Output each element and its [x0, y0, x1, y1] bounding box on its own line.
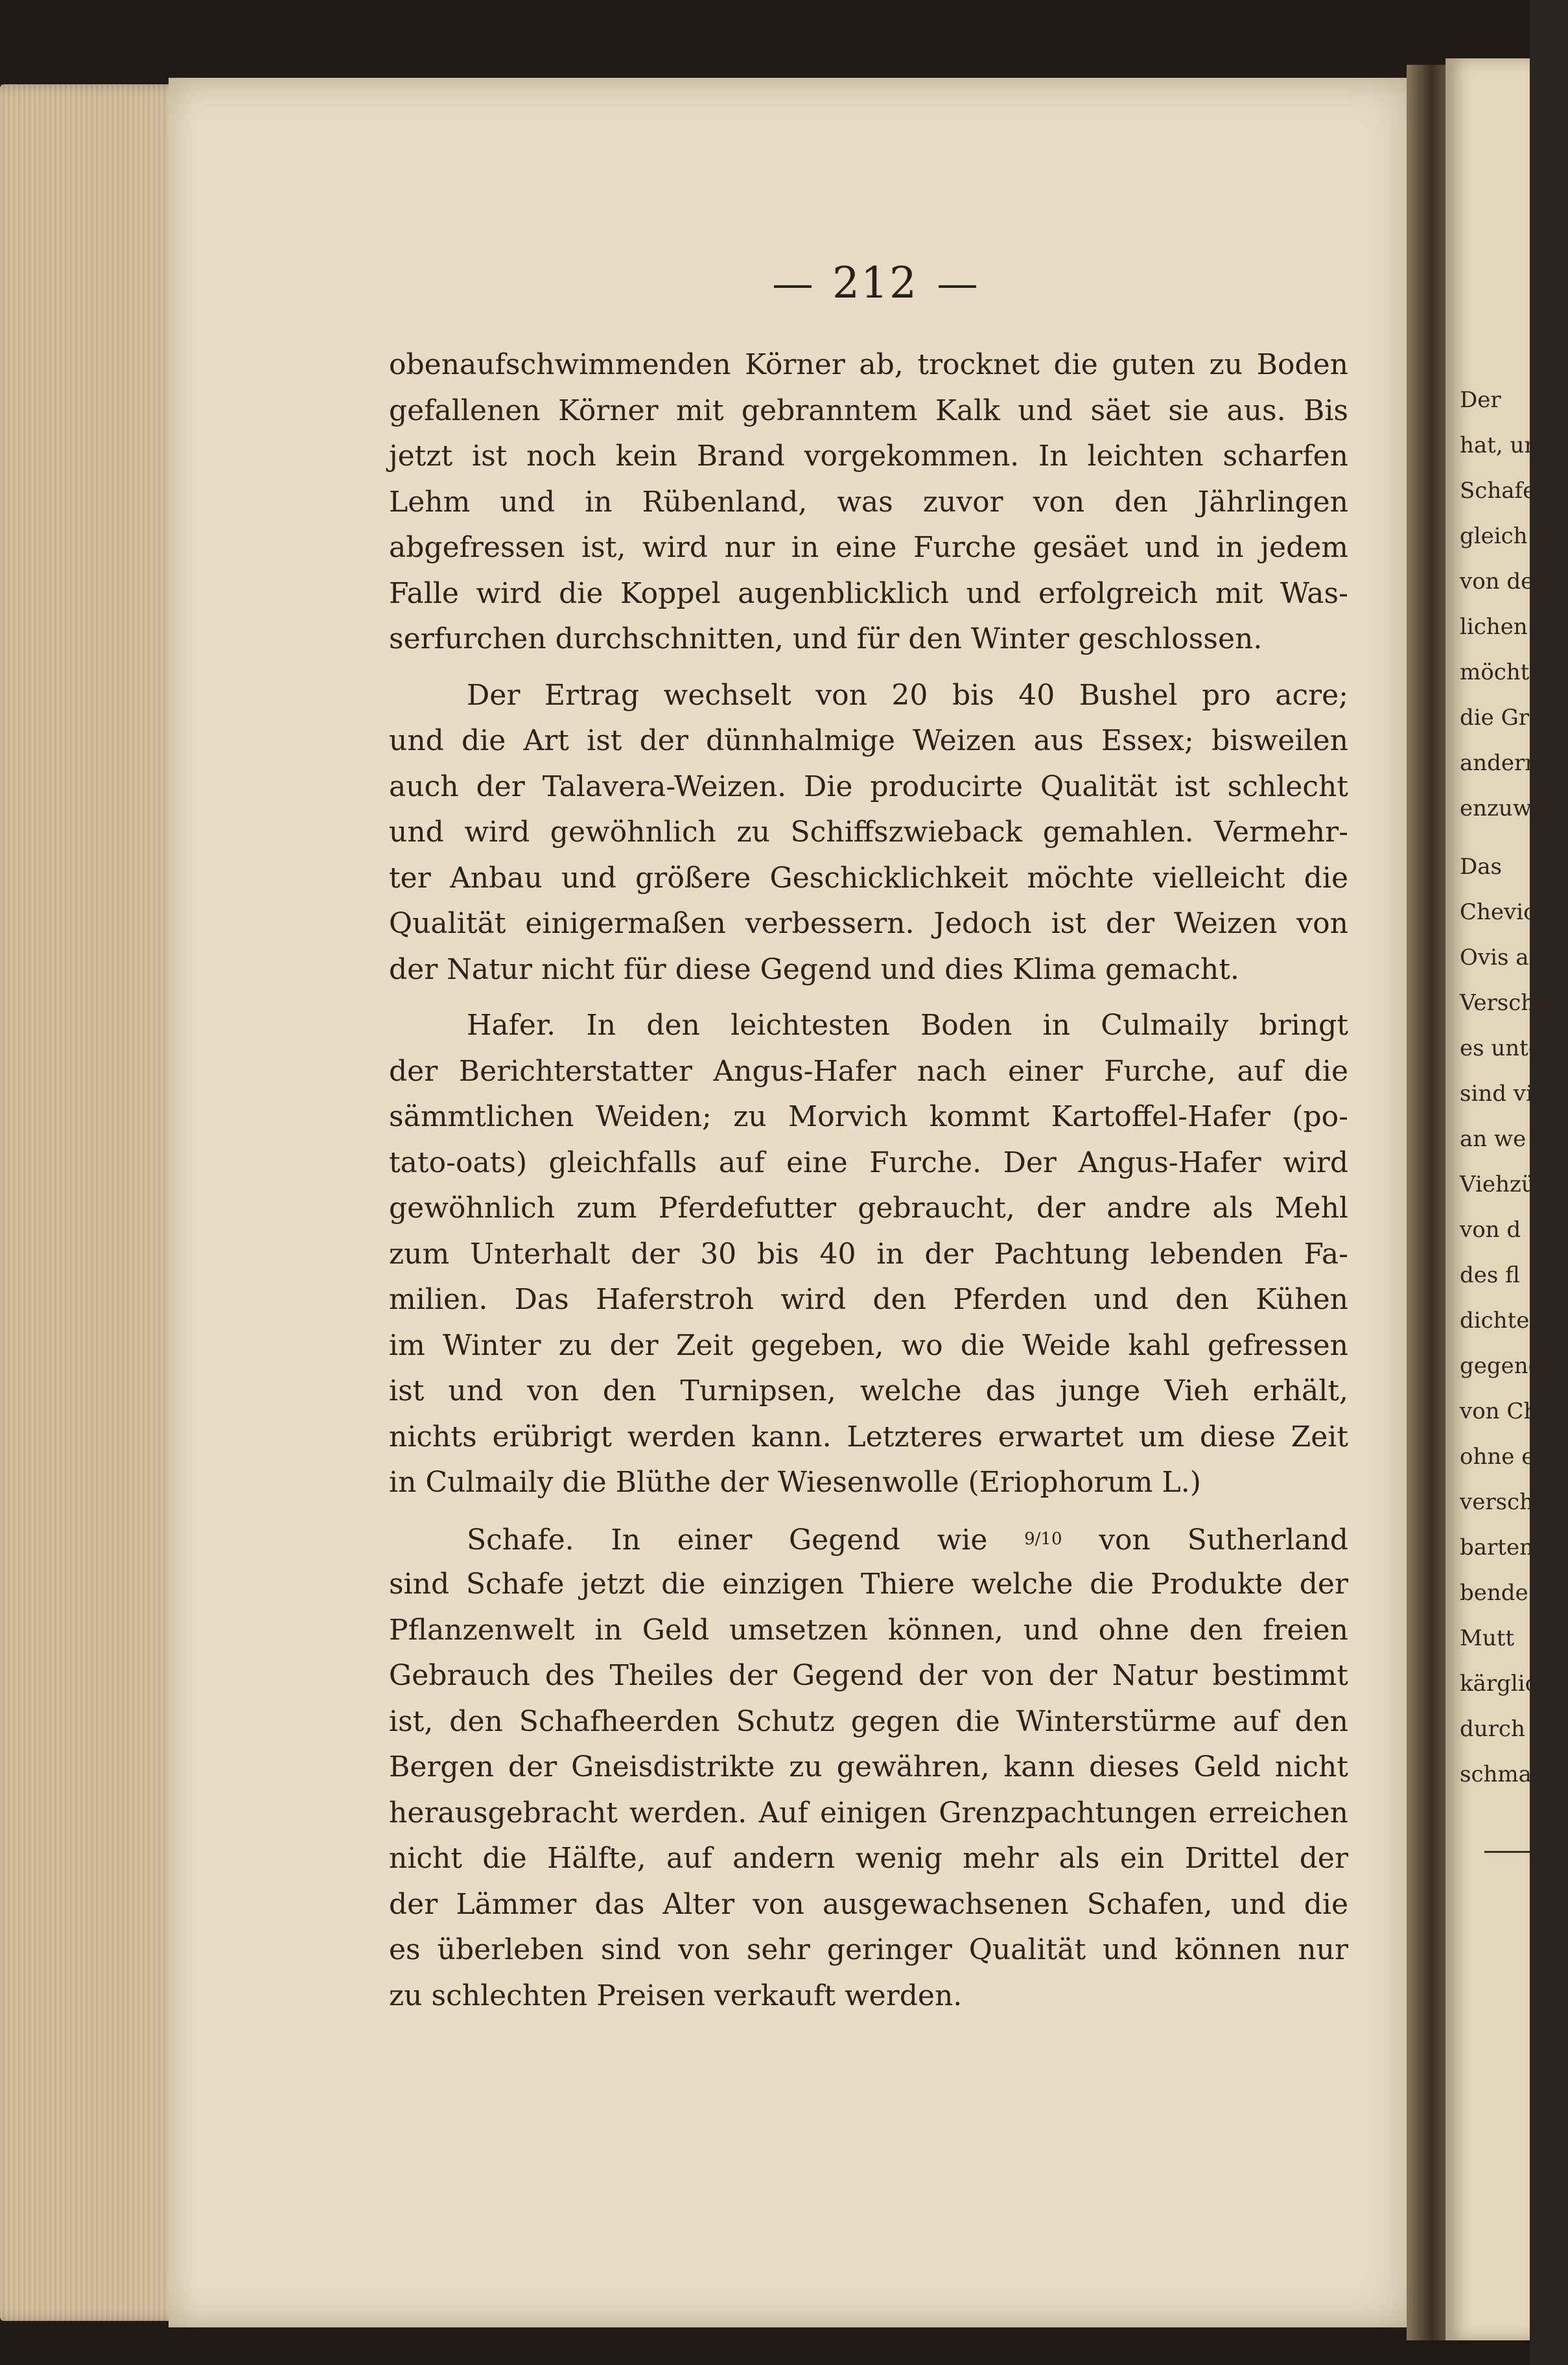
text-line: Lehm und in Rübenland, was zuvor von den Jährlingen	[389, 485, 1348, 519]
page-number: 212	[832, 258, 918, 308]
facing-fragment: es unte	[1460, 1035, 1541, 1061]
dash-right	[939, 285, 976, 288]
text-line: Falle wird die Koppel augenblicklich und erfolgreich mit Was-	[389, 576, 1348, 610]
facing-fragment: durch	[1460, 1716, 1525, 1742]
line-end: von Sutherland	[1099, 1523, 1348, 1557]
facing-fragment: Ovis ar	[1460, 945, 1539, 971]
facing-fragment: schmal	[1460, 1761, 1539, 1787]
text-line: es überleben sind von sehr geringer Qualität und können nur	[389, 1933, 1348, 1966]
text-line: Gebrauch des Theiles der Gegend der von der Natur bestimmt	[389, 1659, 1348, 1692]
facing-fragment: Mutt	[1460, 1625, 1515, 1651]
page-body	[389, 342, 1348, 2019]
text-line: Qualität einigermaßen verbessern. Jedoch ist der Weizen von	[389, 907, 1348, 940]
text-line: tato-oats) gleichfalls auf eine Furche. Der Angus-Hafer wird	[389, 1146, 1348, 1179]
facing-fragment: Verschie	[1460, 990, 1556, 1016]
facing-fragment: Schafe	[1460, 478, 1536, 504]
page-number-header	[648, 258, 1102, 308]
facing-fragment: von der	[1460, 569, 1545, 594]
text-line: in Culmaily die Blüthe der Wiesenwolle (Eriophorum L.)	[389, 1466, 1201, 1499]
text-line: und die Art ist der dünnhalmige Weizen aus Essex; bisweilen	[389, 724, 1348, 757]
text-line: gefallenen Körner mit gebranntem Kalk und säet sie aus. Bis	[389, 394, 1348, 427]
text-line: abgefressen ist, wird nur in eine Furche gesäet und in jedem	[389, 531, 1348, 564]
facing-fragment: hat, un	[1460, 432, 1539, 458]
facing-fragment: ohne ei	[1460, 1444, 1542, 1470]
text-line: im Winter zu der Zeit gegeben, wo die Weide kahl gefressen	[389, 1328, 1348, 1362]
facing-fragment: möchte,	[1460, 659, 1550, 685]
facing-page-edge	[1445, 58, 1568, 2340]
facing-rule	[1484, 1851, 1530, 1853]
facing-fragment: des fl	[1460, 1262, 1520, 1288]
text-line: der Natur nicht für diese Gegend und dies Klima gemacht.	[389, 952, 1239, 986]
facing-fragment: Das	[1460, 854, 1502, 880]
text-line: ter Anbau und größere Geschicklichkeit möchte vielleicht die	[389, 861, 1348, 895]
facing-fragment: Der	[1460, 387, 1501, 413]
fraction: 9/10	[1024, 1529, 1062, 1549]
text-line	[389, 1516, 1348, 1562]
facing-fragment: von Ch	[1460, 1398, 1538, 1424]
text-line: der Lämmer das Alter von ausgewachsenen Schafen, und die	[389, 1887, 1348, 1921]
text-line: jetzt ist noch kein Brand vorgekommen. In leichten scharfen	[389, 440, 1348, 473]
text-line: Der Ertrag wechselt von 20 bis 40 Bushel pro acre;	[467, 678, 1348, 712]
facing-fragment: enzuwen	[1460, 795, 1559, 821]
facing-fragment: Viehzü	[1460, 1171, 1536, 1197]
dash-left	[774, 285, 812, 288]
text-line: Hafer. In den leichtesten Boden in Culmaily bringt	[467, 1009, 1348, 1042]
text-line: zu schlechten Preisen verkauft werden.	[389, 1979, 963, 2012]
text-line: serfurchen durchschnitten, und für den Winter geschlossen.	[389, 622, 1263, 655]
facing-fragment: gleich th	[1460, 523, 1558, 549]
facing-fragment: barten	[1460, 1535, 1534, 1560]
facing-fragment: gegende	[1460, 1353, 1556, 1379]
text-line: gewöhnlich zum Pferdefutter gebraucht, der andre als Mehl	[389, 1192, 1348, 1225]
text-line: sind Schafe jetzt die einzigen Thiere welche die Produkte der	[389, 1568, 1348, 1601]
text-line: ist, den Schafheerden Schutz gegen die Winterstürme auf den	[389, 1704, 1348, 1738]
text-line: der Berichterstatter Angus-Hafer nach einer Furche, auf die	[389, 1054, 1348, 1088]
facing-fragment: verschi	[1460, 1489, 1541, 1515]
facing-fragment: dichten	[1460, 1308, 1544, 1334]
text-line: nicht die Hälfte, auf andern wenig mehr als ein Drittel der	[389, 1842, 1348, 1875]
facing-fragment: bende	[1460, 1580, 1528, 1606]
text-line: nichts erübrigt werden kann. Letzteres erwartet um diese Zeit	[389, 1420, 1348, 1453]
facing-fragment: sind vie	[1460, 1081, 1546, 1107]
facing-fragment: kärglic	[1460, 1671, 1538, 1697]
facing-fragment: an we	[1460, 1126, 1527, 1152]
text-line: auch der Talavera-Weizen. Die producirte Qualität ist schlecht	[389, 770, 1348, 803]
book-page-edges	[0, 84, 194, 2321]
facing-fragment: die Grö	[1460, 705, 1543, 731]
text-line: ist und von den Turnipsen, welche das junge Vieh erhält,	[389, 1374, 1348, 1407]
text-line: Bergen der Gneisdistrikte zu gewähren, kann dieses Geld nicht	[389, 1750, 1348, 1783]
line-start: Schafe. In einer Gegend wie	[467, 1523, 988, 1557]
facing-fragment: von d	[1460, 1217, 1521, 1243]
text-line: obenaufschwimmenden Körner ab, trocknet die guten zu Boden	[389, 348, 1348, 381]
facing-fragment: andern	[1460, 750, 1539, 776]
text-line: milien. Das Haferstroh wird den Pferden und den Kühen	[389, 1283, 1348, 1316]
facing-fragment: Cheviot-S	[1460, 899, 1568, 925]
text-line: und wird gewöhnlich zu Schiffszwieback gemahlen. Vermehr-	[389, 816, 1348, 849]
text-line: zum Unterhalt der 30 bis 40 in der Pachtung lebenden Fa-	[389, 1237, 1348, 1271]
text-line: sämmtlichen Weiden; zu Morvich kommt Kartoffel-Hafer (po-	[389, 1100, 1348, 1133]
text-line: herausgebracht werden. Auf einigen Grenzpachtungen erreichen	[389, 1796, 1348, 1830]
facing-fragment: lichen S	[1460, 614, 1550, 640]
text-line: Pflanzenwelt in Geld umsetzen können, und ohne den freien	[389, 1613, 1348, 1647]
